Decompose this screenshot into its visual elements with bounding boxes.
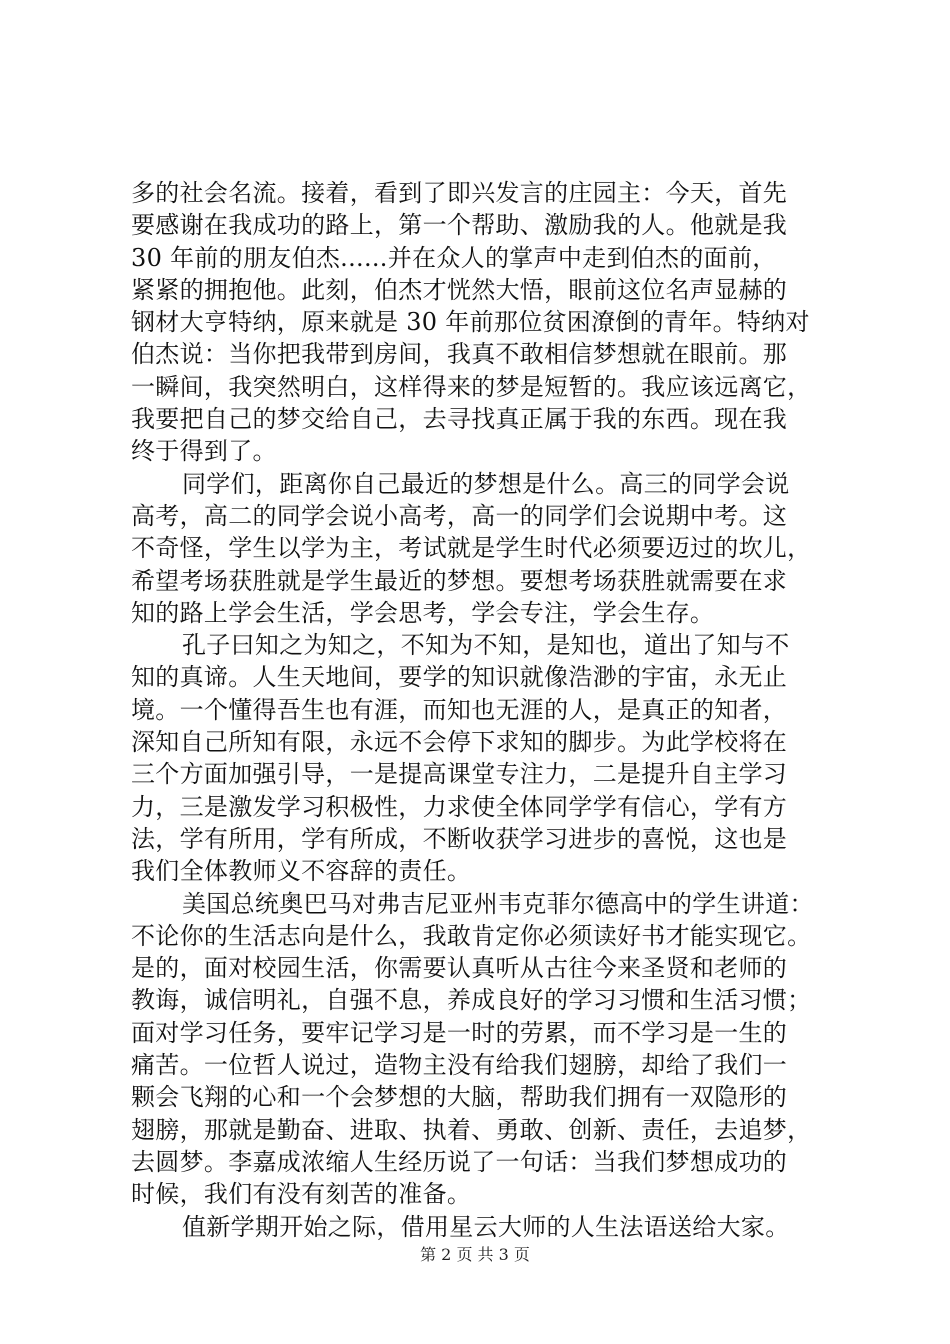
text-line: 三个方面加强引导，一是提高课堂专注力，二是提升自主学习: [131, 760, 788, 789]
text-line: 紧紧的拥抱他。此刻，伯杰才恍然大悟，眼前这位名声显赫的: [131, 275, 788, 304]
text-line: 翅膀，那就是勤奋、进取、执着、勇敢、创新、责任，去追梦，: [131, 1115, 812, 1144]
text-line: 我要把自己的梦交给自己，去寻找真正属于我的东西。现在我: [131, 405, 788, 434]
text-line: 力，三是激发学习积极性，力求使全体同学学有信心，学有方: [131, 792, 788, 821]
text-line: 钢材大亨特纳，原来就是 30 年前那位贫困潦倒的青年。特纳对: [131, 308, 810, 337]
text-line: 30 年前的朋友伯杰......并在众人的掌声中走到伯杰的面前，: [131, 243, 777, 272]
text-line: 是的，面对校园生活，你需要认真听从古往今来圣贤和老师的: [131, 954, 788, 983]
page-number-footer: 第 2 页 共 3 页: [420, 1245, 530, 1264]
text-line: 境。一个懂得吾生也有涯，而知也无涯的人，是真正的知者，: [131, 695, 788, 724]
text-line: 不奇怪，学生以学为主，考试就是学生时代必须要迈过的坎儿，: [131, 534, 812, 563]
text-line: 深知自己所知有限，永远不会停下求知的脚步。为此学校将在: [131, 728, 788, 757]
text-line: 知的真谛。人生天地间，要学的知识就像浩渺的宇宙，永无止: [131, 663, 788, 692]
text-line: 终于得到了。: [131, 437, 277, 466]
text-line: 要感谢在我成功的路上，第一个帮助、激励我的人。他就是我: [131, 211, 788, 240]
text-line: 伯杰说：当你把我带到房间，我真不敢相信梦想就在眼前。那: [131, 340, 788, 369]
text-line: 法，学有所用，学有所成，不断收获学习进步的喜悦，这也是: [131, 824, 788, 853]
text-line: 希望考场获胜就是学生最近的梦想。要想考场获胜就需要在求: [131, 566, 788, 595]
text-line: 面对学习任务，要牢记学习是一时的劳累，而不学习是一生的: [131, 1018, 788, 1047]
text-line: 不论你的生活志向是什么，我敢肯定你必须读好书才能实现它。: [131, 921, 812, 950]
text-line: 我们全体教师义不容辞的责任。: [131, 857, 472, 886]
text-line: 时候，我们有没有刻苦的准备。: [131, 1180, 472, 1209]
body-text: [131, 177, 831, 1243]
text-line: 颗会飞翔的心和一个会梦想的大脑，帮助我们拥有一双隐形的: [131, 1083, 788, 1112]
paragraph-start-line: 美国总统奥巴马对弗吉尼亚州韦克菲尔德高中的学生讲道：: [182, 889, 814, 918]
paragraph-start-line: 孔子曰知之为知之，不知为不知，是知也，道出了知与不: [182, 631, 790, 660]
text-line: 知的路上学会生活，学会思考，学会专注，学会生存。: [131, 598, 715, 627]
paragraph-start-line: 值新学期开始之际，借用星云大师的人生法语送给大家。: [182, 1212, 790, 1241]
text-line: 高考，高二的同学会说小高考，高一的同学们会说期中考。这: [131, 501, 788, 530]
text-line: 教诲，诚信明礼，自强不息，养成良好的学习习惯和生活习惯；: [131, 986, 812, 1015]
text-line: 痛苦。一位哲人说过，造物主没有给我们翅膀，却给了我们一: [131, 1051, 788, 1080]
text-line: 去圆梦。李嘉成浓缩人生经历说了一句话：当我们梦想成功的: [131, 1147, 788, 1176]
text-line: 一瞬间，我突然明白，这样得来的梦是短暂的。我应该远离它，: [131, 372, 812, 401]
paragraph-start-line: 同学们，距离你自己最近的梦想是什么。高三的同学会说: [182, 469, 790, 498]
text-line: 多的社会名流。接着，看到了即兴发言的庄园主：今天，首先: [131, 179, 788, 207]
